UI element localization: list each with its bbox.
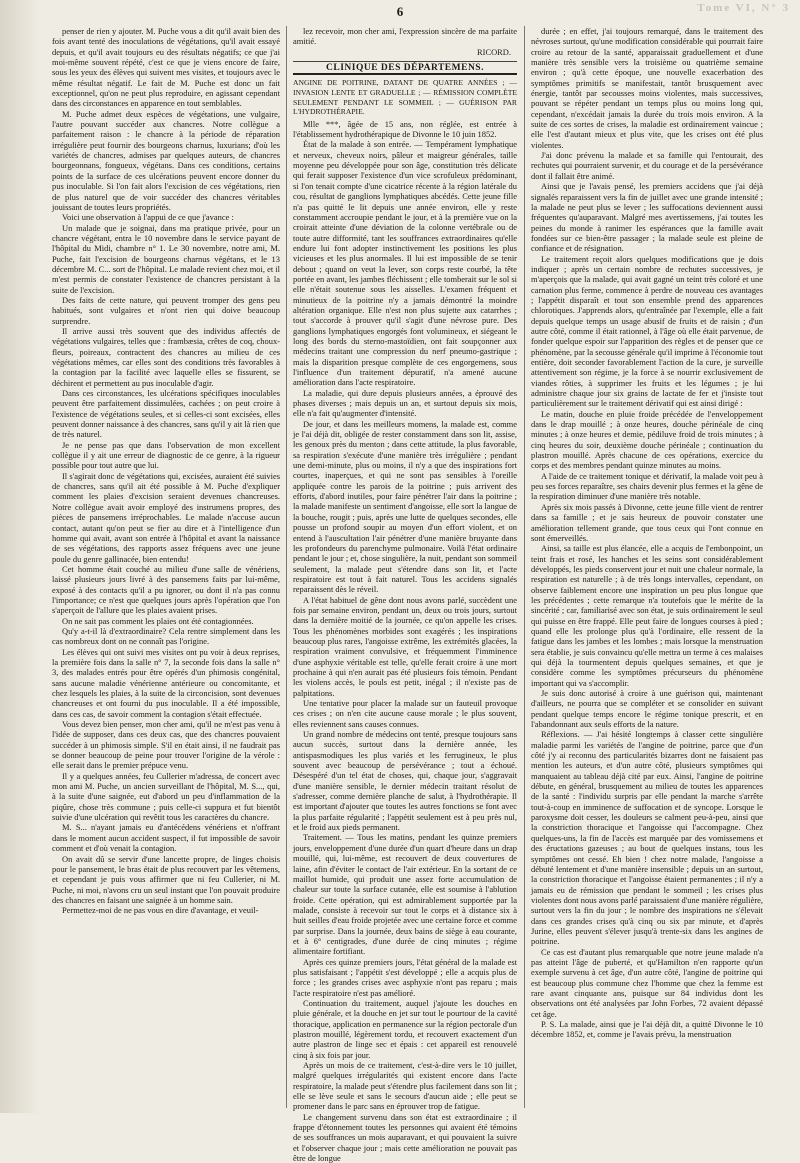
paragraph: Continuation du traitement, auquel j'ajoute les douches en pluie générale, et la douche en jet sur tout le pourtour de la cavité thoracique, application en permanence sur la région pectorale d'un plastron mouillé, légèrement tordu, et recouvert exactement d'un autre plastron de linge sec et épais : cet appareil est renouvelé cinq à six fois par jour. xyxy=(293,997,517,1060)
paragraph: Je ne pense pas que dans l'observation de mon excellent collègue il y ait une erreur de diagnostic de ce genre, à la rigueur possible pour tout autre que lui. xyxy=(52,439,280,471)
paragraph: durée ; en effet, j'ai toujours remarqué, dans le traitement des névroses surtout, qu'une modification considérable qui pourrait faire croire au retour de la santé, apparaissait graduellement et d'une manière très sensible vers la troisième ou quatrième semaine environ ; qu'à cette époque, une nouvelle exacerbation des symptômes primitifs se manifestait, tantôt brusquement avec énergie, tantôt par secousses moins violentes, mais successives, pouvant se répéter pendant un temps plus ou moins long qui, cependant, n'excédait jamais la durée du trois mois environ. A la suite de ces sortes de crises, la maladie est ordinairement vaincue ; elle l'est d'autant mieux et plus vite, que les crises ont été plus violentes. xyxy=(531,26,763,150)
paragraph: Voici une observation à l'appui de ce que j'avance : xyxy=(62,212,234,223)
paragraph: Il arrive aussi très souvent que des individus affectés de végétations vulgaires, telles que : frambæsia, crêtes de coq, choux-fleurs, poireaux, contractent des chancres au milieu de ces végétations mêmes, car elles sont des conditions très favorables à la contagion par la facilité avec laquelle elles se fissurent, se déchirent et permettent au pus inoculable d'agir. xyxy=(52,325,280,388)
paragraph: État de la malade à son entrée. — Tempérament lymphatique et nerveux, cheveux noirs, pâleur et maigreur générales, taille moyenne peu développée pour son âge, constitution très délicate qui ferait supposer l'existence d'un vice scrofuleux prédominant, si l'on tenait compte d'une cicatrice récente à la région latérale du cou, résultat de ganglions lymphatiques abcédés. Cette jeune fille n'a pas quitté le lit depuis une année environ, elle y reste constamment accroupie pendant le jour, et à la première vue on la croirait atteinte d'une déviation de la colonne vertébrale ou de toute autre difformité, tant les souffrances extraordinaires qu'elle endure lui font adopter instinctivement les positions les plus vicieuses et les plus anormales. Il lui est impossible de se tenir debout ; quand on veut la lever, son corps reste courbé, la tête portée en avant, les jambes fléchissent ; elle tomberait sur le sol si elle n'était soutenue sous les aisselles. L'examen fréquent et minutieux de la poitrine n'y a jamais démontré la moindre altération organique. Elle n'est non plus sujette aux catarrhes ; tout s'accorde à prouver qu'il s'agit d'une névrose pure. Des ganglions lymphatiques engorgés font volumineux, et siégeant le long des bords du sterno-mastoïdien, ont fait soupçonner aux médecins traitant une compression du nerf pneumo-gastrique ; mais la disparition presque complète de ces engorgemens, sous l'influence d'un traitement dépuratif, n'a amené aucune amélioration dans l'acte respiratoire. xyxy=(293,139,517,388)
paragraph: Après ces quinze premiers jours, l'état général de la malade est plus satisfaisant ; l'appétit s'est développé ; elle a acquis plus de force ; les grandes crises avec asphyxie n'ont pas reparu ; mais l'acte respiratoire n'est pas amélioré. xyxy=(293,956,517,998)
paragraph: Traitement. — Tous les matins, pendant les quinze premiers jours, enveloppement d'une durée d'un quart d'heure dans un drap mouillé, qui, lui-même, est recouvert de deux couvertures de laine, afin d'éviter le contact de l'air extérieur. En la sortant de ce maillot humide, qui produit une assez forte accumulation de chaleur sur toute la surface cutanée, elle est soumise à l'ablution froide. Cette opération, qui est admirablement supportée par la malade, consiste à recevoir sur tout le corps et à distance six à huit seilles d'eau froide projetée avec une certaine force et comme par surprise. Dans la journée, deux bains de siège à eau courante, et à 6° centigrades, d'une durée de cinq minutes ; régime alimentaire fortifiant. xyxy=(293,832,517,957)
column-left xyxy=(52,26,280,1108)
paragraph: Il s'agirait donc de végétations qui, excisées, auraient été suivies de chancres, sans qu'il ait été possible à M. Puche d'expliquer comment les plaies d'excision seraient devenues chancreuses. Notre collègue avait avoir employé des instrumens propres, des pièces de pansemens irréprochables. Le malade n'accuse aucun contact, autant qu'on peut se fier au dire et à l'intelligence d'un homme qui avait, avant son entrée à l'hôpital et avant la naissance de ses végétations, des rapports assez fréquens avec une jeune poule du genre gallinacée, bien entendu! xyxy=(52,470,280,564)
paragraph: Les élèves qui ont suivi mes visites ont pu voir à deux reprises, la première fois dans la salle n° 7, la seconde fois dans la salle n° 3, des malades entrés pour être opérés d'un phimosis congénital, sans aucune maladie vénérienne antérieure ou concomitante, et chez lesquels les plaies, à la suite de la circoncision, sont devenues chancreuses et ont fourni du pus inoculable. Il a été impossible, dans ces cas, de savoir comment la contagion s'était effectuée. xyxy=(52,646,280,719)
paragraph: Vous devez bien penser, mon cher ami, qu'il ne m'est pas venu à l'idée de supposer, dans ces deux cas, que des chancres pouvaient succéder à un phimosis simple. S'il en était ainsi, il ne faudrait pas se donner beaucoup de peine pour trouver l'origine de la vérole : elle serait dans le premier prépuce venu. xyxy=(52,719,280,771)
paragraph: Ainsi que je l'avais pensé, les premiers accidens que j'ai déjà signalés reparaissent vers la fin de juillet avec une grande intensité ; la malade ne peut plus se lever ; les suffocations deviennent aussi fréquentes qu'auparavant. Malgré mes avertissemens, j'ai toutes les peines du monde à ranimer les espérances que la famille avait fondées sur ce bien-être passager ; la malade seule est pleine de confiance et de résignation. xyxy=(531,181,763,254)
column-middle xyxy=(293,26,517,1163)
section-title: CLINIQUE DES DÉPARTEMENS. xyxy=(326,63,484,74)
paragraph: Dans ces circonstances, les ulcérations spécifiques inoculables peuvent être parfaitement dissimulées, cachées ; on peut croire à l'existence de végétations seules, et si celles-ci sont excisées, elles peuvent donner naissance à des chancres, sans qu'il y ait là rien que de très naturel. xyxy=(52,388,280,440)
paragraph: Une tentative pour placer la malade sur un fauteuil provoque ces crises ; on n'en cite aucune cause morale ; le plus souvent, elles reviennent sans causes connues. xyxy=(293,698,517,729)
column-right xyxy=(531,26,763,1108)
paragraph: La maladie, qui dure depuis plusieurs années, a éprouvé des phases diverses ; mais depuis un an, et surtout depuis six mois, elle n'a fait qu'augmenter d'intensité. xyxy=(293,387,517,419)
paragraph: penser de rien y ajouter. M. Puche vous a dit qu'il avait bien des fois avant tenté des inoculations de végétations, qu'il avait essayé depuis, et qu'il avait toujours eu des résultats négatifs; ce que j'ai moi-même souvent répété, c'est ce que je viens encore de faire, sous les yeux des élèves qui suivent mes visites, et toujours avec le même résultat négatif. Le fait de M. Puche est donc un fait exceptionnel, qu'on ne peut plus reproduire, en agissant cependant dans des circonstances en apparence en tout semblables. xyxy=(52,26,280,109)
paragraph: Ce cas est d'autant plus remarquable que notre jeune malade n'a pas atteint l'âge de puberté, et qu'Hamilton n'en rapporte qu'un exemple survenu à cet âge, d'un autre côté, l'angine de poitrine qui est beaucoup plus commune chez l'homme que chez la femme est rare avant cinquante ans, puisque sur 84 individus dont les observations ont été analysées par John Forbes, 72 avaient dépassé cet âge. xyxy=(531,946,763,1019)
paragraph: A l'aide de ce traitement tonique et dérivatif, la malade voit peu à peu ses forces reparaître, ses chairs devenir plus fermes et la gêne de la respiration diminuer d'une manière très notable. xyxy=(531,470,763,502)
paragraph: Mlle ***, âgée de 15 ans, non réglée, est entrée à l'établissement hydrothérapique de Divonne le 10 juin 1852. xyxy=(293,118,517,140)
paragraph: Cet homme était couché au milieu d'une salle de vénériens, laissé plusieurs jours livré à des pansemens faits par lui-même, exposé à des contacts qu'il a pu ignorer, ou dont il n'a pas connu l'importance; ce n'est que quelques jours après l'opération que l'on s'aperçoit de l'allure que les plaies avaient prises. xyxy=(52,563,280,616)
paragraph: Après un mois de ce traitement, c'est-à-dire vers le 10 juillet, malgré quelques irrégularités qui existent encore dans l'acte respiratoire, la malade peut s'étendre plus facilement dans son lit ; elle se lève seule et sans le secours d'aucun aide ; elle peut se promener dans le parc sans en éprouver trop de fatigue. xyxy=(293,1060,517,1112)
paragraph: On ne sait pas comment les plaies ont été contagionnées. xyxy=(62,615,254,626)
paragraph: Qu'y a-t-il là d'extraordinaire? Cela rentre simplement dans les cas nombreux dont on ne connaît pas l'origine. xyxy=(52,625,280,647)
paragraph: M. S... n'ayant jamais eu d'antécédens vénériens et n'offrant dans le moment aucun accident suspect, il fut impossible de savoir comment et d'où venait la contagion. xyxy=(52,822,280,854)
paragraph: Après six mois passés à Divonne, cette jeune fille vient de rentrer dans sa famille ; et je sais heureux de pouvoir constater une amélioration tellement grande, que tous ceux qui l'ont connue en sont émerveillés. xyxy=(531,501,763,543)
section-rule-bottom xyxy=(293,73,517,75)
paragraph: P. S. La malade, ainsi que je l'ai déjà dit, a quitté Divonne le 10 décembre 1852, et, comme je l'avais prévu, la menstruation xyxy=(531,1019,763,1040)
bleed-through-header: Tome VI, N° 3 xyxy=(697,2,790,14)
paragraph: Un grand nombre de médecins ont tenté, presque toujours sans aucun succès, surtout dans la dernière année, les antispasmodiques les plus variés et les ferrugineux, le plus souvent avec beaucoup de persévérance ; tout a échoué. Désespéré d'un tel état de choses, qui, chaque jour, s'aggravait d'une manière sensible, le dernier médecin traitant résolut de s'adresser, comme dernière planche de salut, à l'hydrothérapie. Il est important d'ajouter que toutes les autres fonctions se font avec la plus parfaite régularité ; l'appétit seulement est à peu près nul, et le froid aux pieds permanent. xyxy=(293,729,517,833)
paragraph: Le traitement reçoit alors quelques modifications que je dois indiquer ; après un certain nombre de rechutes successives, je m'aperçois que la malade, qui avait gagné un teint très coloré et une carnation plus ferme, commence à perdre de nouveau ces avantages ; l'appétit disparaît et tout son ensemble prend des apparences chlorotiques. J'apprends alors, qu'entraînée par l'exemple, elle a fait depuis quelque temps un usage abusif de fruits et de raisin ; d'un autre côté, comme il était rationnel, à l'âge où elle était parvenue, de fonder quelque espoir sur l'apparition des règles et de penser que ce phénomène, par la secousse générale qu'il imprime à l'économie tout entière, doit seconder favorablement l'action de la cure, je surveille attentivement son régime, je la force à se nourrir exclusivement de viandes rôties, à supprimer les fruits et les légumes ; je lui administre chaque jour six grains de lactate de fer et j'insiste tout particulièrement sur le traitement dérivatif qui est ainsi dirigé : xyxy=(531,253,763,409)
section-rule-top xyxy=(293,61,517,62)
paragraph: Le matin, douche en pluie froide précédée de l'enveloppement dans le drap mouillé ; à onze heures, douche périnéale de cinq minutes ; à onze heures et demie, pédiluve froid de trois minutes ; à cinq heures du soir, deuxième douche périnéale ; continuation du plastron mouillé. Après chacune de ces opérations, exercice du corps et des membres pendant quinze minutes au moins. xyxy=(531,408,763,471)
paragraph: Ainsi, sa taille est plus élancée, elle a acquis de l'embonpoint, un teint frais et rosé, les hanches et les seins sont considérablement développés, les pieds conservent jour et nuit une chaleur normale, la respiration est naturelle ; à de très longs intervalles, cependant, on observe faiblement encore une inspiration un peu plus longue que les précédentes ; cette remarque n'a toutefois que le mérite de la sincérité ; car, familiarisé avec son état, je suis ordinairement le seul qui puisse en être frappé. Elle peut faire de longues courses à pied ; quand elle les prolonge plus qu'à l'ordinaire, elle ressent de la fatigue dans les jambes et les lombes ; mais lorsque la menstruation sera établie, je suis convaincu qu'elle mettra un terme à ces malaises qui déjà la tourmentent depuis quelques semaines, et que je considère comme les symptômes précurseurs du phénomène important qui va s'accomplir. xyxy=(531,543,763,688)
page-edge-shadow xyxy=(0,0,40,1113)
letter-signature: RICORD. xyxy=(477,46,511,57)
column-divider xyxy=(524,26,525,1108)
paragraph: Il y a quelques années, feu Cullerier m'adressa, de concert avec mon ami M. Puche, un ancien surveillant de l'hôpital, M. S..., qui, à la suite d'une saignée, eut d'abord un peu d'inflammation de la piqûre, chose très commune ; puis celle-ci suppura et fut bientôt suivie d'une ulcération qui revêtit tous les caractères du chancre. xyxy=(52,770,280,823)
paragraph: Le changement survenu dans son état est extraordinaire ; il frappe d'étonnement toutes les personnes qui avaient été témoins de ses souffrances un mois auparavant, et qui pouvaient la suivre et l'observer chaque jour ; mais cette amélioration ne pouvait pas être de longue xyxy=(293,1111,517,1163)
article-body xyxy=(293,119,517,1163)
paragraph: M. Puche admet deux espèces de végétations, une vulgaire, l'autre pouvant succéder aux chancres. Notre collègue a parfaitement raison : le chancre à la période de réparation irrégulière peut fournir des bourgeons charnus, luxurians; d'où les variétés de chancres, admises par quelques auteurs, de chancres bourgeonnans, fongueux, végétans. Dans ces conditions, certains points de la surface de ces ulcérations peuvent encore donner du pus inoculable. Si l'on fait alors l'excision de ces végétations, rien de plus naturel que de voir succéder des chancres véritables jouissant de toutes leurs propriétés. xyxy=(52,108,280,212)
paragraph: On avait dû se servir d'une lancette propre, de linges choisis pour le pansement, le bras était de plus recouvert par les vêtemens, et cependant je puis vous affirmer que ni feu Cullerier, ni M. Puche, ni moi, n'avons cru un seul instant que l'on pouvait produire des chancres en faisant une saignée à un homme sain. xyxy=(52,853,280,905)
column-divider xyxy=(286,26,287,1108)
letter-closing: lez recevoir, mon cher ami, l'expression sincère de ma parfaite amitié. xyxy=(293,26,517,47)
paragraph: Des faits de cette nature, qui peuvent tromper des gens peu habitués, sont vulgaires et n'ont rien qui doive beaucoup surprendre. xyxy=(52,294,280,326)
paragraph: J'ai donc prévenu la malade et sa famille qui l'entourait, des rechutes qui pourraient survenir, et du courage et de la persévérance dont il fallait être animé. xyxy=(531,150,763,181)
paragraph: Réflexions. — J'ai hésité longtemps à classer cette singulière maladie parmi les variétés de l'angine de poitrine, parce que d'un côté j'y ai reconnu des particularités bizarres dont ne faisaient pas mention les auteurs, et d'un autre côté, plusieurs symptômes qui manquaient au tableau déjà cité par eux. Ainsi, l'angine de poitrine débute, en général, brusquement au milieu de toutes les apparences de la santé : l'individu surpris par elle pendant la marche s'arrête tout-à-coup en imminence de suffocation et de syncope. Lorsque le paroxysme doit cesser, les douleurs se calment peu-à-peu, ainsi que la constriction thoracique et l'angoisse qui l'accompagne. Chez quelques-uns, la fin de l'accès est marquée par des vomissemens et des éructations gazeuses ; au bout de quelques instans, tous les symptômes ont cessé. Eh bien ! chez notre malade, l'angoisse a débuté lentement et d'une manière insensible ; depuis un an surtout, la constriction thoracique et l'angoisse étaient permanentes ; il n'y a jamais eu de rémission que pendant le sommeil ; les crises plus violentes dont nous avons parlé paraissaient d'une manière régulière, surtout vers la fin du jour ; le nombre des inspirations ne s'élevait dans ces grandes crises qu'à cinq ou six par minute, et d'après Jurine, elles peuvent s'élever jusqu'à trente-six dans les angines de poitrine. xyxy=(531,729,763,947)
paragraph: Permettez-moi de ne pas vous en dire d'avantage, et veuil- xyxy=(62,905,259,916)
paragraph: Je suis donc autorisé à croire à une guérison qui, maintenant d'ailleurs, ne pourra que se compléter et se consolider en suivant pendant quelque temps encore le régime tonique prescrit, et en l'abandonnant aux seuls efforts de la nature. xyxy=(531,688,763,730)
page-number: 6 xyxy=(396,4,404,19)
paragraph: A l'état habituel de gêne dont nous avons parlé, succèdent une fois par semaine environ, pendant un, deux ou trois jours, surtout dans la dernière moitié de la journée, ce qu'on appelle les crises. Tous les phénomènes morbides sont exagérés ; les inspirations beaucoup plus rares, l'angoisse extrême, les extrémités glacées, la respiration vraiment convulsive, et fréquemment l'imminence d'une asphyxie véritable est telle, qu'elle ferait croire à une mort prochaine à qui n'en aurait pas été plusieurs fois témoin. Pendant les violens accès, le pouls est petit, inégal ; il n'existe pas de palpitations. xyxy=(293,594,517,698)
paragraph: De jour, et dans les meilleurs momens, la malade est, comme je l'ai déjà dit, obligée de rester constamment dans son lit, assise, les genoux près du menton ; dans cette attitude, la plus favorable, sa respiration s'exécute d'une manière très irrégulière ; pendant une demi-minute, plus ou moins, il n'y a que des inspirations fort courtes, inaperçues, et qui ne sont pas sensibles à l'oreille appliquée contre les parois de la poitrine ; puis arrivent des efforts, d'abord inutiles, pour faire pénétrer l'air dans la poitrine ; la malade manifeste un sentiment d'angoisse, elle sort la langue de la bouche, rougit ; puis, après une lutte de quelques secondes, elle pousse un profond soupir au moyen d'un effort violent, et on entend à l'auscultation l'air pénétrer d'une manière bruyante dans les profondeurs du parenchyme pulmonaire. Voilà l'état ordinaire pendant le jour ; et, chose singulière, la nuit, pendant son sommeil seulement, la malade peut s'étendre dans son lit, et l'acte respiratoire est tout à fait naturel. Tous les accidens signalés reparaissent dès le réveil. xyxy=(293,418,517,595)
article-headline: ANGINE DE POITRINE, DATANT DE QUATRE ANNÉES ; — INVASION LENTE ET GRADUELLE ; — RÉMISSION COMPLÈTE SEULEMENT PENDANT LE SOMMEIL ; — GUÉRISON PAR L'HYDROTHÉRAPIE. xyxy=(293,78,517,117)
paragraph: Un malade que je soignai, dans ma pratique privée, pour un chancre végétant, entra le 10 novembre dans le service payant de l'hôpital du Midi, chambre n° 1. Le 30 novembre, notre ami, M. Puche, fait l'excision de bourgeons charnus végétans, et le 13 décembre M. C... sort de l'hôpital. Le malade revient chez moi, et il m'est permis de constater l'existence de chancres persistant à la suite de l'excision. xyxy=(52,222,280,295)
